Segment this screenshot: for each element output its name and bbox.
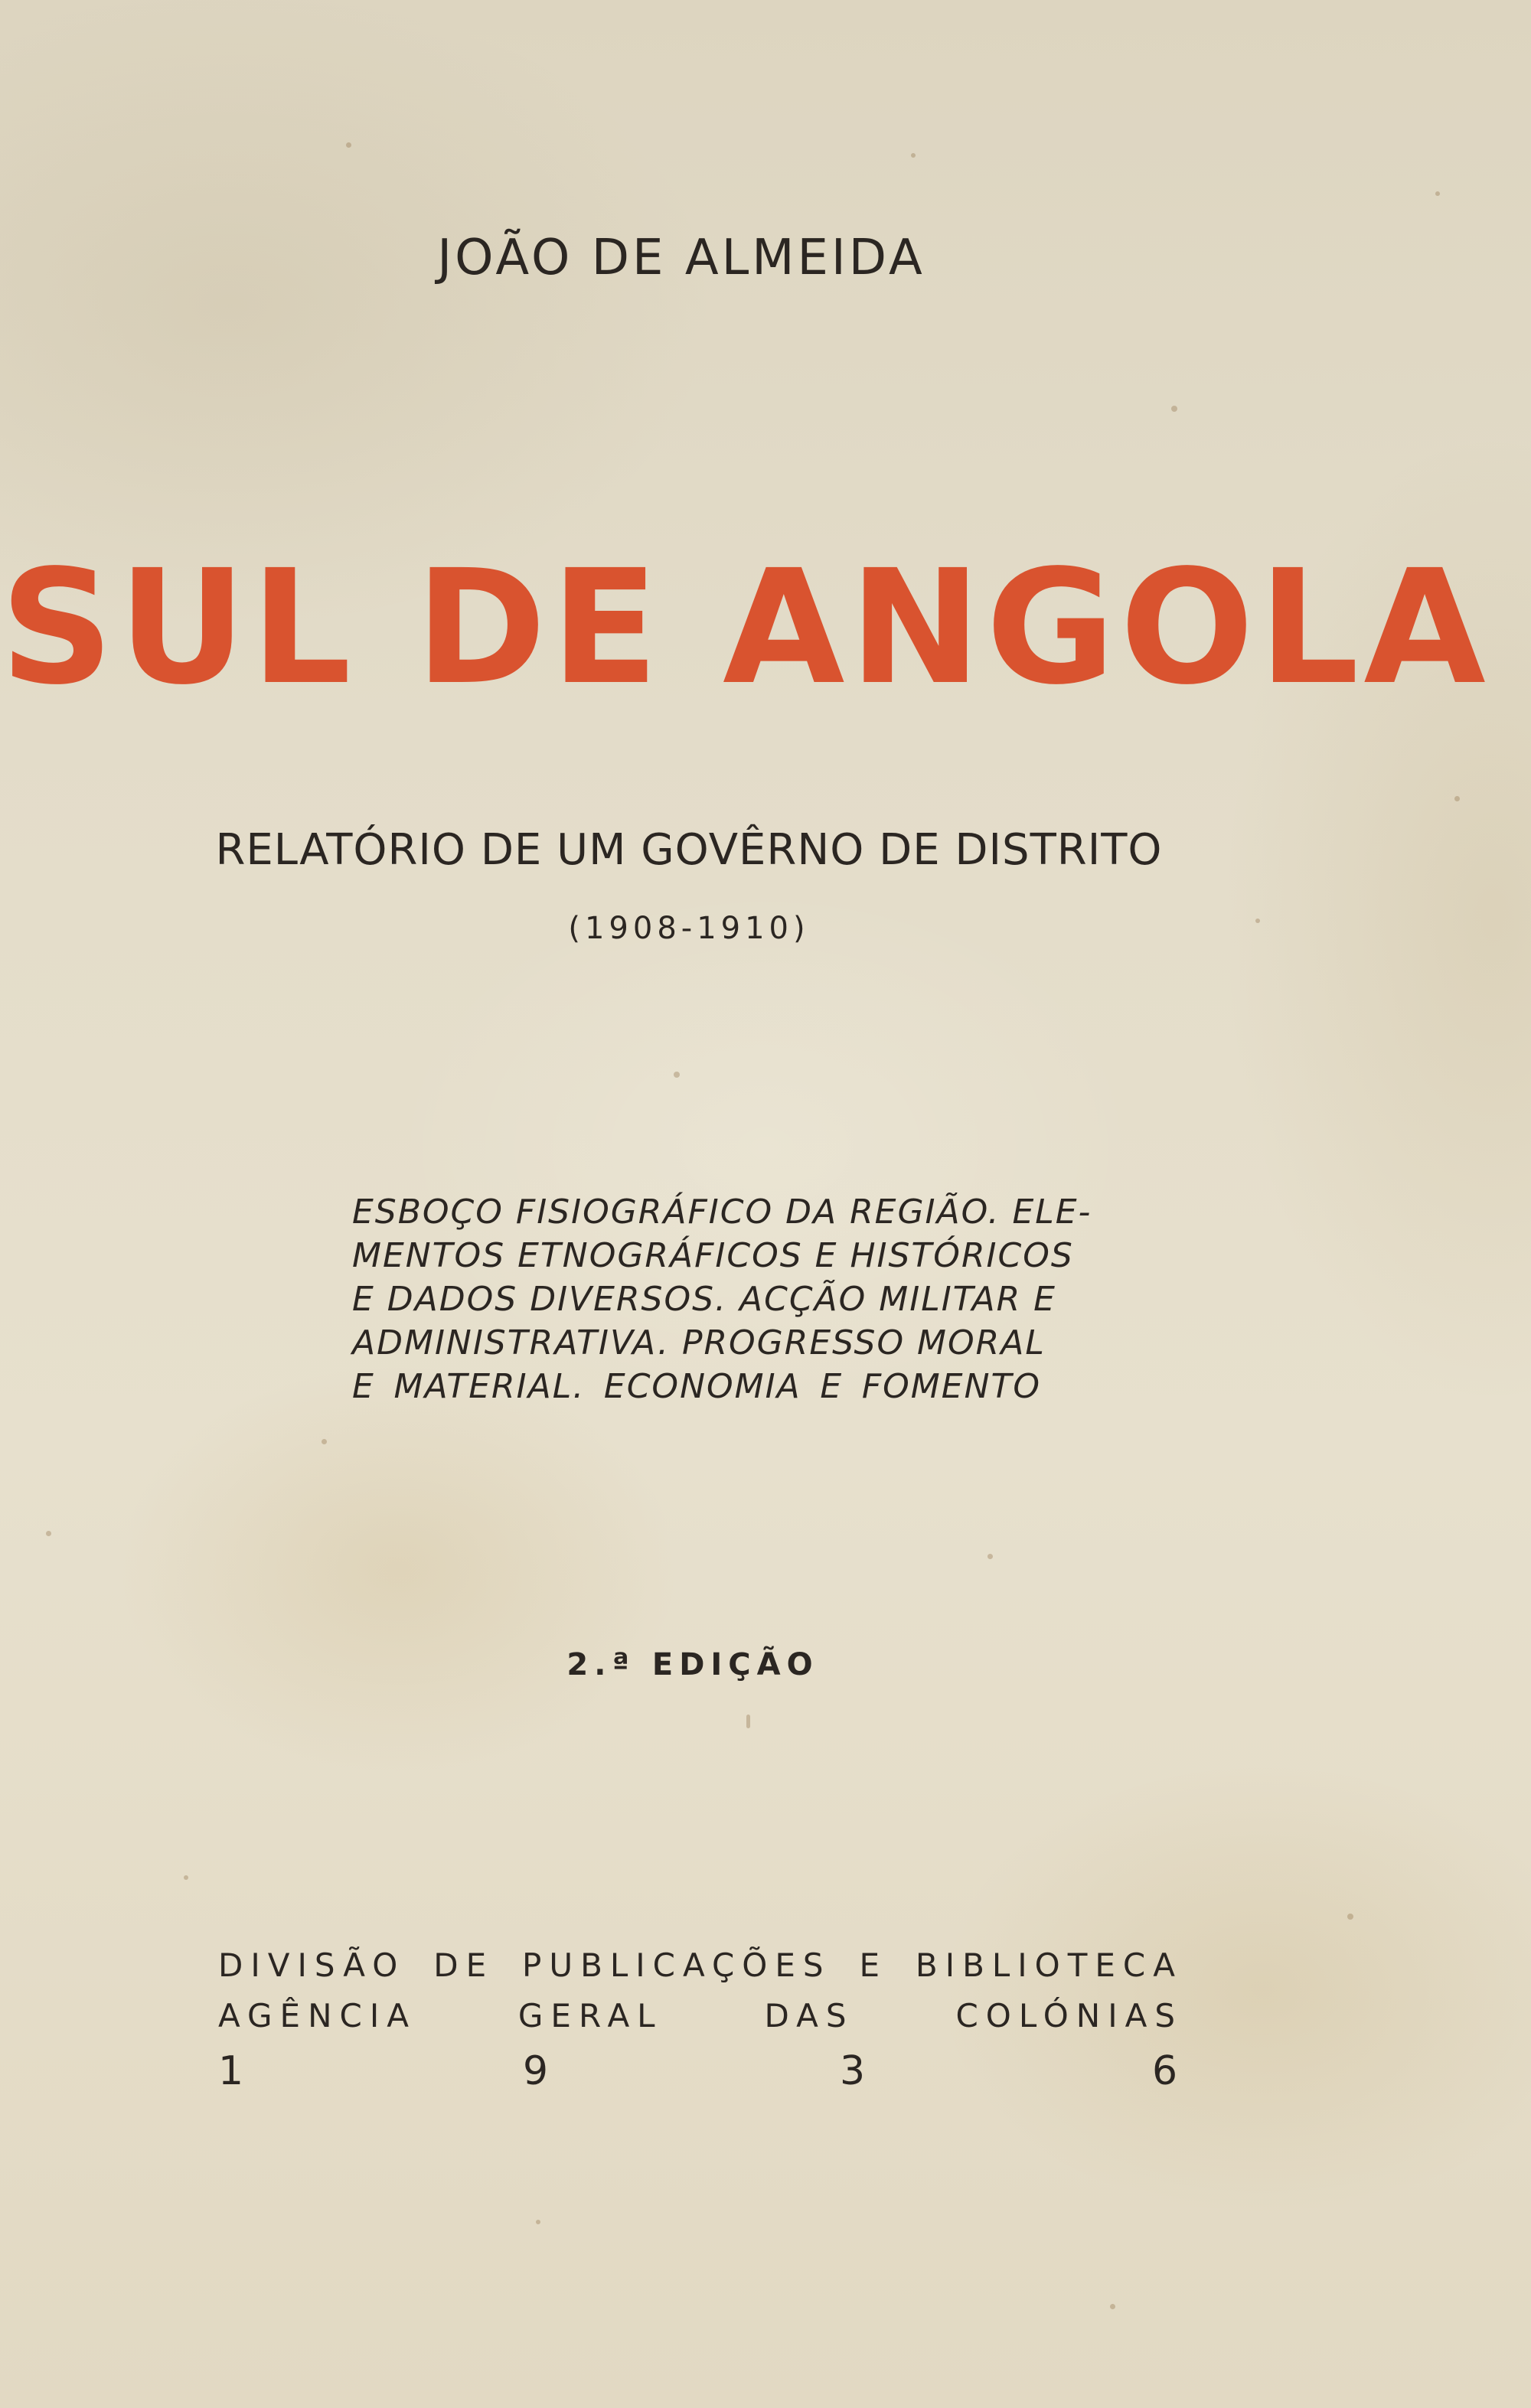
- book-subtitle: RELATÓRIO DE UM GOVÊRNO DE DISTRITO: [215, 825, 1163, 875]
- author-name: JOÃO DE ALMEIDA: [437, 230, 925, 286]
- book-title: SUL DE ANGOLA: [0, 536, 1490, 719]
- year-digit: 9: [523, 2048, 549, 2094]
- summary-line: ADMINISTRATIVA. PROGRESSO MORAL: [352, 1323, 1046, 1362]
- summary-line: E DADOS DIVERSOS. ACÇÃO MILITAR E: [352, 1280, 1056, 1319]
- foxing-spot: [746, 1715, 750, 1728]
- publication-year: [218, 2048, 1183, 2102]
- summary-line: ESBOÇO FISIOGRÁFICO DA REGIÃO. ELE-: [352, 1193, 1092, 1232]
- foxing-spot: [1110, 2304, 1115, 2309]
- year-digit: 1: [218, 2048, 244, 2094]
- edition-label: 2.ª EDIÇÃO: [566, 1647, 819, 1682]
- contents-summary: [352, 1190, 1092, 1408]
- publisher-division: DIVISÃO DE PUBLICAÇÕES E BIBLIOTECA: [218, 1946, 1183, 1984]
- summary-line: E MATERIAL. ECONOMIA E FOMENTO: [352, 1367, 1041, 1406]
- summary-line: MENTOS ETNOGRÁFICOS E HISTÓRICOS: [352, 1236, 1074, 1275]
- foxing-spot: [1454, 796, 1460, 801]
- foxing-spot: [1347, 1914, 1353, 1920]
- foxing-spot: [46, 1531, 51, 1536]
- foxing-spot: [184, 1875, 188, 1880]
- year-digit: 3: [840, 2048, 866, 2094]
- period-years: (1908-1910): [568, 911, 810, 946]
- foxing-spot: [1435, 191, 1440, 196]
- publisher-block: [218, 1940, 1183, 2041]
- foxing-spot: [322, 1439, 327, 1444]
- foxing-spot: [911, 153, 916, 158]
- year-digit: 6: [1152, 2048, 1178, 2094]
- foxing-spot: [1171, 406, 1177, 412]
- foxing-spot: [536, 2220, 540, 2224]
- foxing-spot: [346, 142, 351, 148]
- publisher-agency: AGÊNCIA GERAL DAS COLÓNIAS: [218, 1997, 1183, 2034]
- foxing-spot: [674, 1072, 680, 1078]
- foxing-spot: [987, 1554, 993, 1559]
